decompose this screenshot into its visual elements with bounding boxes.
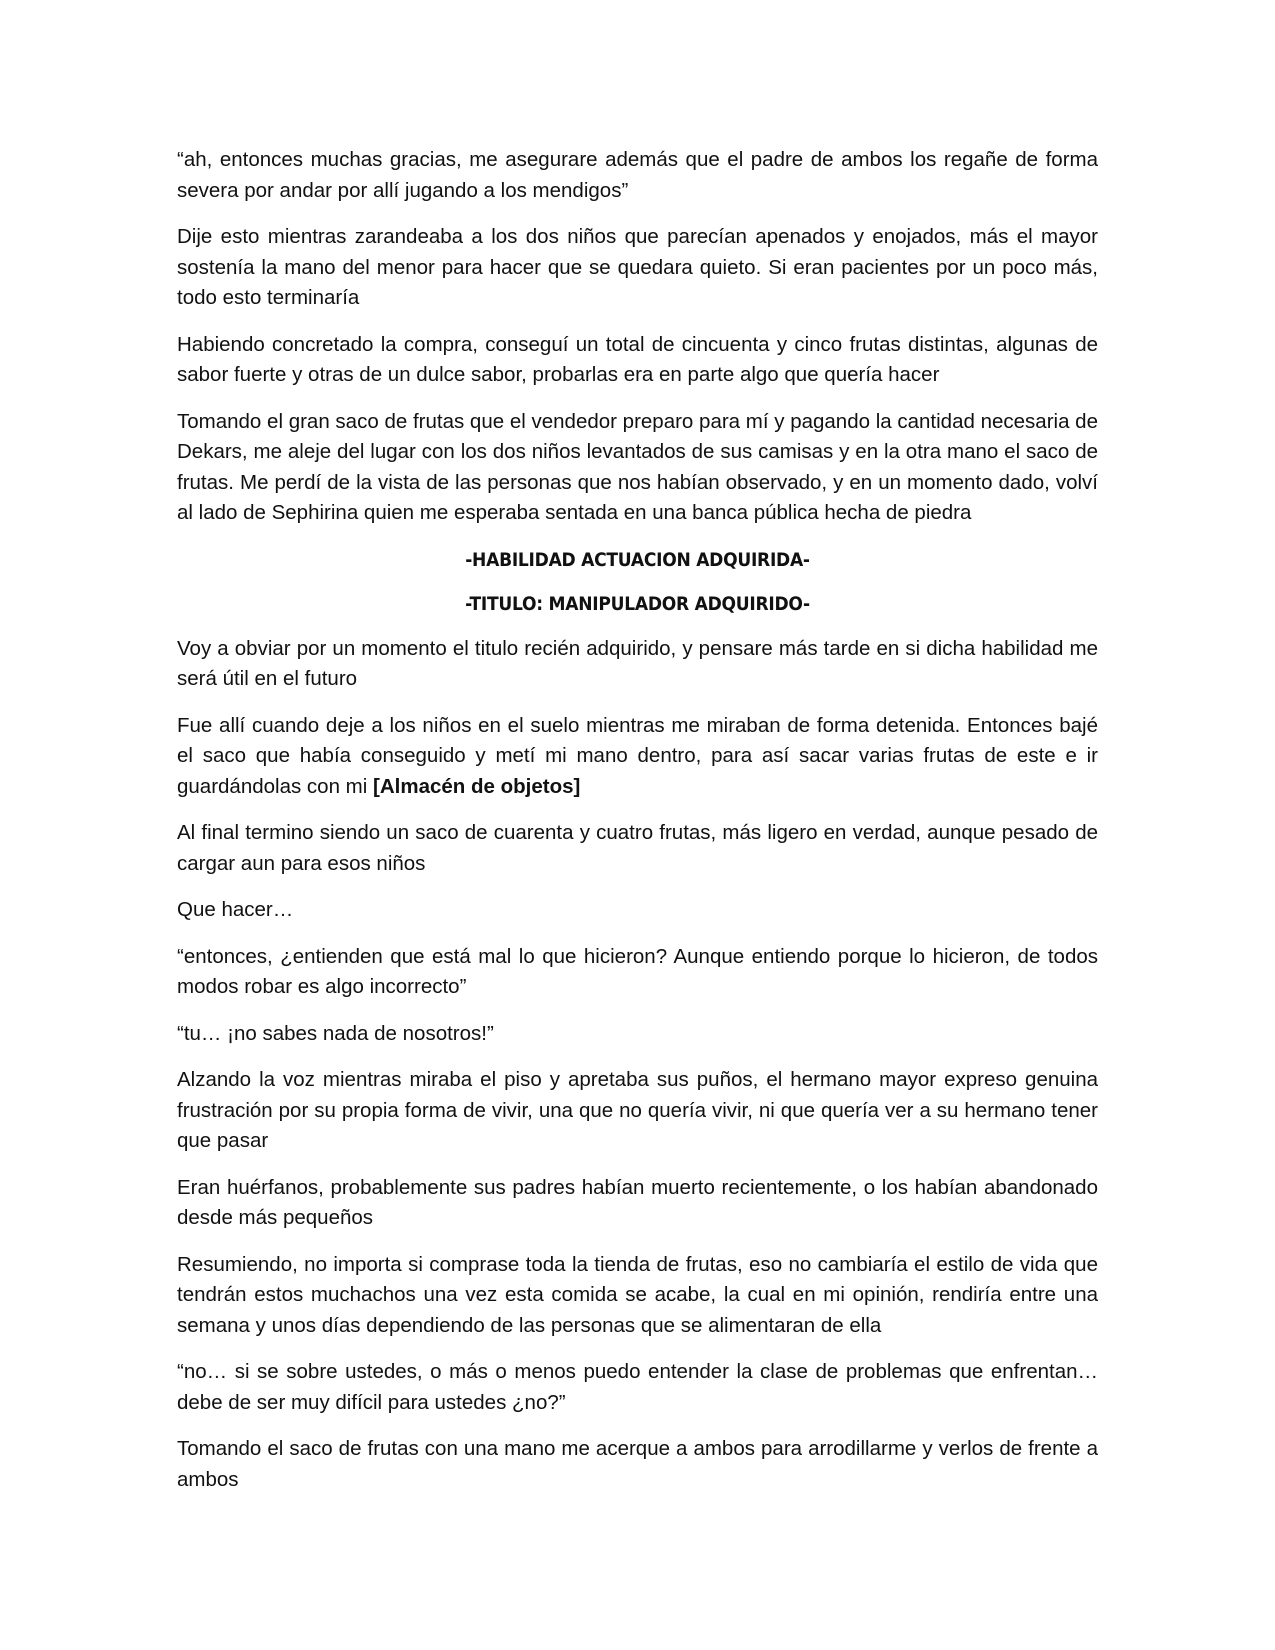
paragraph-6 — [177, 711, 1098, 803]
paragraph-7: Al final termino siendo un saco de cuarenta y cuatro frutas, más ligero en verdad, aunque pesado de cargar aun para esos niños — [177, 821, 1098, 875]
paragraph-5: Voy a obviar por un momento el titulo recién adquirido, y pensare más tarde en si dicha habilidad me será útil en el futuro — [177, 636, 1098, 690]
skill-heading: -HABILIDAD ACTUACION ADQUIRIDA- — [465, 548, 810, 571]
paragraph-1: “ah, entonces muchas gracias, me asegurare además que el padre de ambos los regañe de forma severa por andar por allí jugando a los mendigos” — [177, 148, 1098, 202]
paragraph-6-text: Fue allí cuando deje a los niños en el suelo mientras me miraban de forma detenida. Entonces bajé el saco que había conseguido y metí mi mano dentro, para así sacar varias frutas de este e ir guardándolas con mi — [177, 713, 1098, 798]
item-storage-label: [Almacén de objetos] — [373, 774, 581, 798]
paragraph-9: “entonces, ¿entienden que está mal lo que hicieron? Aunque entiendo porque lo hicieron, de todos modos robar es algo incorrecto” — [177, 944, 1098, 998]
title-heading: -TITULO: MANIPULADOR ADQUIRIDO- — [465, 593, 810, 615]
document-page — [177, 145, 1098, 1511]
paragraph-2: Dije esto mientras zarandeaba a los dos niños que parecían apenados y enojados, más el mayor sostenía la mano del menor para hacer que se quedara quieto. Si eran pacientes por un poco más, todo esto terminaría — [177, 225, 1098, 309]
paragraph-10: “tu… ¡no sabes nada de nosotros!” — [177, 1021, 494, 1045]
paragraph-4: Tomando el gran saco de frutas que el vendedor preparo para mí y pagando la cantidad necesaria de Dekars, me aleje del lugar con los dos niños levantados de sus camisas y en la otra mano el saco de frutas. Me perdí de la vista de las personas que nos habían observado, y en un momento dado, volví al lado de Sephirina quien me esperaba sentada en una banca pública hecha de piedra — [177, 409, 1098, 524]
paragraph-15: Tomando el saco de frutas con una mano me acerque a ambos para arrodillarme y verlos de frente a ambos — [177, 1437, 1098, 1491]
paragraph-13: Resumiendo, no importa si comprase toda la tienda de frutas, eso no cambiaría el estilo de vida que tendrán estos muchachos una vez esta comida se acabe, la cual en mi opinión, rendiría entre una semana y unos días dependiendo de las personas que se alimentaran de ella — [177, 1252, 1098, 1337]
paragraph-12: Eran huérfanos, probablemente sus padres habían muerto recientemente, o los habían abandonado desde más pequeños — [177, 1175, 1098, 1229]
paragraph-8: Que hacer… — [177, 898, 294, 921]
paragraph-11: Alzando la voz mientras miraba el piso y apretaba sus puños, el hermano mayor expreso genuina frustración por su propia forma de vivir, una que no quería vivir, ni que quería ver a su hermano tener que pasar — [177, 1068, 1098, 1152]
paragraph-14: “no… si se sobre ustedes, o más o menos puedo entender la clase de problemas que enfrentan… debe de ser muy difícil para ustedes ¿no?” — [177, 1360, 1098, 1414]
paragraph-3: Habiendo concretado la compra, conseguí un total de cincuenta y cinco frutas distintas, algunas de sabor fuerte y otras de un dulce sabor, probarlas era en parte algo que quería hacer — [177, 332, 1098, 386]
